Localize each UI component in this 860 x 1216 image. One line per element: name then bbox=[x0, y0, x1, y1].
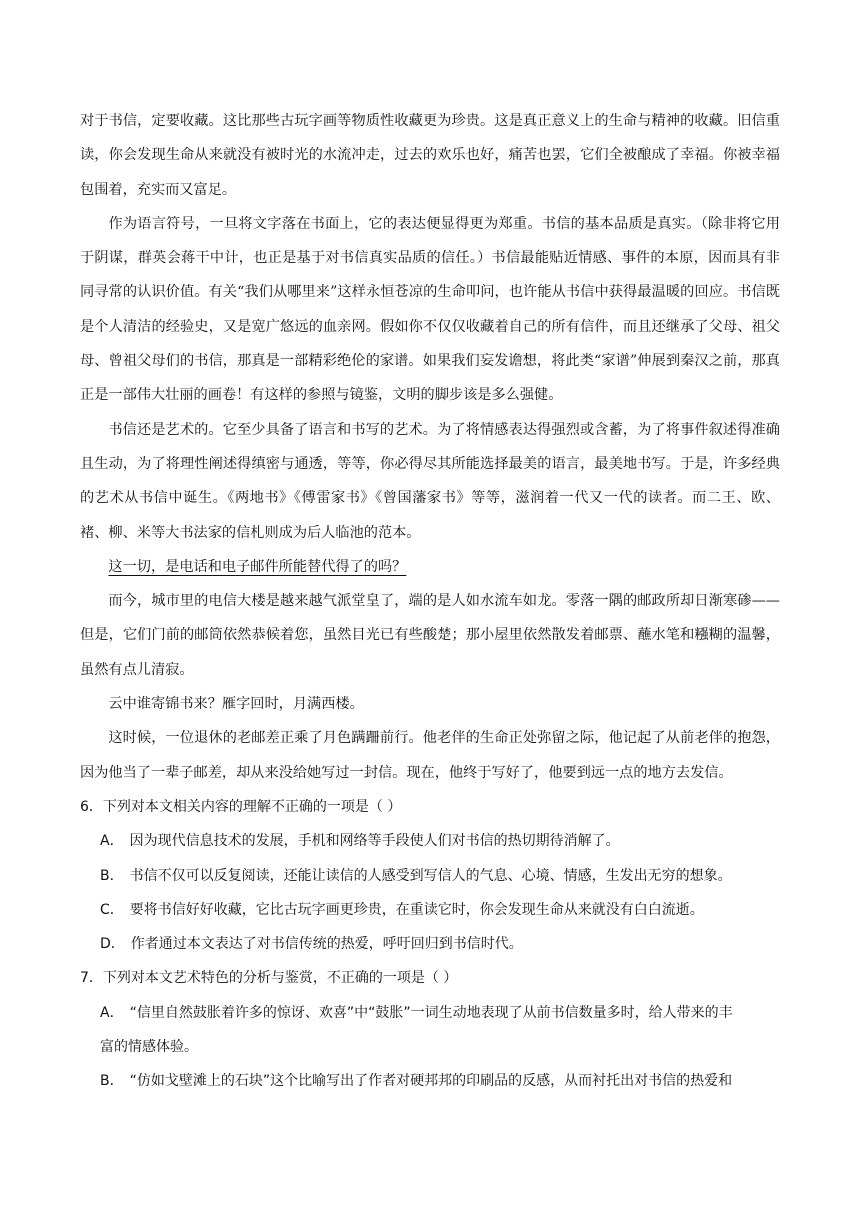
option-letter: D． bbox=[100, 936, 125, 953]
option-text: 因为现代信息技术的发展，手机和网络等手段使人们对书信的热切期待消解了。 bbox=[129, 833, 620, 850]
question-6-option-b bbox=[80, 859, 780, 893]
option-text: “仿如戈壁滩上的石块”这个比喻写出了作者对硬邦邦的印刷品的反感，从而衬托出对书信的热爱和 bbox=[129, 1073, 733, 1090]
passage-paragraph-7: 这时候，一位退休的老邮差正乘了月色蹒跚前行。他老伴的生命正处弥留之际，他记起了从前老伴的抱怨，因为他当了一辈子邮差，却从来没给她写过一封信。现在，他终于写好了，他要到远一点的地方去发信。 bbox=[80, 730, 780, 781]
option-text: 要将书信好好收藏，它比古玩字画更珍贵，在重读它时，你会发现生命从来就没有白白流逝。 bbox=[129, 901, 704, 918]
option-text: 作者通过本文表达了对书信传统的热爱，呼吁回归到书信时代。 bbox=[130, 936, 523, 953]
passage-paragraph-4 bbox=[80, 550, 780, 584]
question-7-option-a-continuation: 富的情感体验。 bbox=[100, 1039, 198, 1056]
option-letter: B． bbox=[100, 867, 124, 884]
option-letter: B． bbox=[100, 1073, 124, 1090]
question-7-option-b bbox=[80, 1064, 780, 1098]
passage-paragraph-6: 云中谁寄锦书来？雁字回时，月满西楼。 bbox=[108, 696, 364, 713]
question-6-option-a bbox=[80, 824, 780, 858]
question-7-stem: 7．下列对本文艺术特色的分析与鉴赏，不正确的一项是（ ） bbox=[80, 970, 458, 987]
passage-paragraph-2: 作为语言符号，一旦将文字落在书面上，它的表达便显得更为郑重。书信的基本品质是真实。（除非将它用于阴谋，群英会蒋干中计，也正是基于对书信真实品质的信任。）书信最能贴近情感、事件的本原，因而具有非同寻常的认识价值。有关“我们从哪里来”这样永恒苍凉的生命叩问，也许能从书信中获得最温暖的回应。书信既是个人清洁的经验史，又是宽广悠远的血亲网。假如你不仅仅收藏着自己的所有信件，而且还继承了父母、祖父母、曾祖父母们的书信，那真是一部精彩绝伦的家谱。如果我们妄发谵想，将此类“家谱”伸展到秦汉之前，那真正是一部伟大壮丽的画卷！有这样的参照与镜鉴，文明的脚步该是多么强健。 bbox=[80, 215, 780, 404]
passage-paragraph-5: 而今，城市里的电信大楼是越来越气派堂皇了，端的是人如水流车如龙。零落一隅的邮政所却日渐寒碜——但是，它们门前的邮筒依然恭候着您，虽然目光已有些酸楚；那小屋里依然散发着邮票、蘸水笔和糨糊的温馨，虽然有点儿清寂。 bbox=[80, 593, 780, 678]
question-7-option-a bbox=[80, 996, 780, 1030]
question-6-stem: 6．下列对本文相关内容的理解不正确的一项是（ ） bbox=[80, 798, 402, 815]
underlined-sentence: 这一切，是电话和电子邮件所能替代得了的吗？ bbox=[108, 558, 407, 575]
question-6-option-c bbox=[80, 893, 780, 927]
passage-paragraph-1: 对于书信，定要收藏。这比那些古玩字画等物质性收藏更为珍贵。这是真正意义上的生命与精神的收藏。旧信重读，你会发现生命从来就没有被时光的水流冲走，过去的欢乐也好，痛苦也罢，它们全被酿成了幸福。你被幸福包围着，充实而又富足。 bbox=[80, 113, 780, 198]
question-6-option-d bbox=[80, 927, 780, 961]
option-letter: C． bbox=[100, 901, 124, 918]
document-page bbox=[80, 104, 780, 1099]
option-text: “信里自然鼓胀着许多的惊讶、欢喜”中“鼓胀”一词生动地表现了从前书信数量多时，给人带来的丰 bbox=[129, 1004, 733, 1021]
option-letter: A． bbox=[100, 833, 124, 850]
option-letter: A． bbox=[100, 1004, 124, 1021]
option-text: 书信不仅可以反复阅读，还能让读信的人感受到写信人的气息、心境、情感，生发出无穷的想象。 bbox=[129, 867, 732, 884]
passage-paragraph-3: 书信还是艺术的。它至少具备了语言和书写的艺术。为了将情感表达得强烈或含蓄，为了将事件叙述得准确且生动，为了将理性阐述得缜密与通透，等等，你必得尽其所能选择最美的语言，最美地书写。于是，许多经典的艺术从书信中诞生。《两地书》《傅雷家书》《曾国藩家书》等等，滋润着一代又一代的读者。而二王、欧、褚、柳、米等大书法家的信札则成为后人临池的范本。 bbox=[80, 421, 780, 541]
